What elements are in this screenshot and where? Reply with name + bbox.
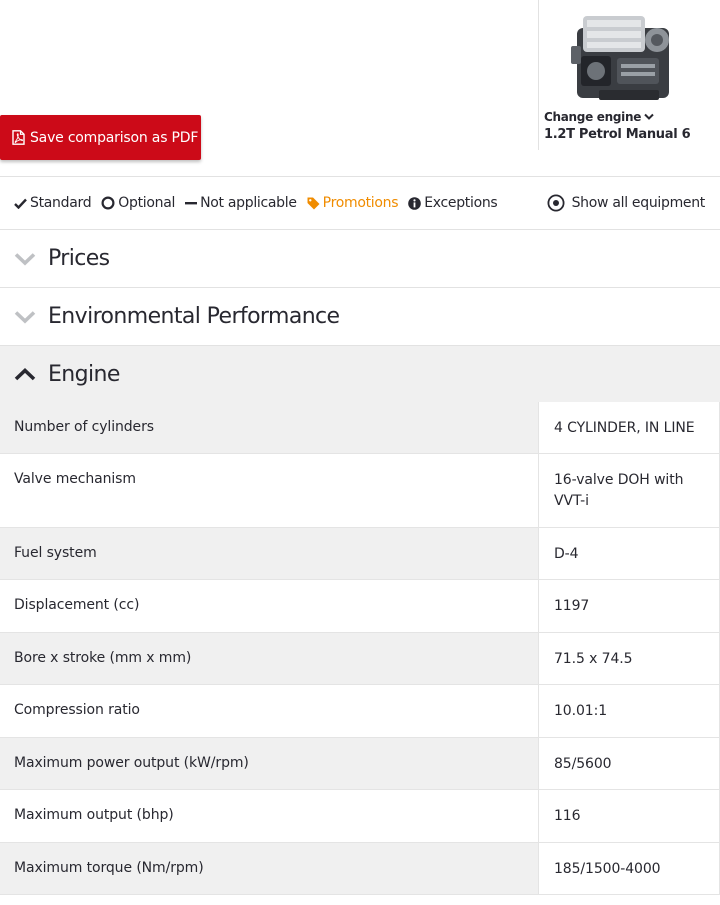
- section-engine-label: Engine: [48, 361, 120, 387]
- change-engine-link[interactable]: [544, 110, 654, 124]
- tag-icon: [307, 197, 320, 210]
- section-prices[interactable]: [0, 230, 720, 288]
- legend-standard: [14, 195, 91, 211]
- legend-exceptions-label: Exceptions: [424, 195, 498, 211]
- legend-optional: [101, 195, 175, 211]
- spec-value: 16-valve DOH with VVT-i: [538, 454, 720, 527]
- table-row: [0, 528, 720, 580]
- spec-label: Number of cylinders: [0, 402, 538, 453]
- spec-label: Bore x stroke (mm x mm): [0, 633, 538, 684]
- engine-image: [569, 6, 681, 106]
- table-row: [0, 580, 720, 633]
- comparison-header: [0, 0, 720, 176]
- spec-value: 85/5600: [538, 738, 720, 789]
- spec-label: Displacement (cc): [14, 597, 140, 613]
- save-pdf-button[interactable]: [0, 115, 201, 160]
- table-row: [0, 685, 720, 738]
- table-row: [0, 633, 720, 685]
- pdf-file-icon: [12, 130, 25, 145]
- spec-value: 185/1500-4000: [538, 843, 720, 894]
- legend-promotions-label: Promotions: [322, 195, 399, 211]
- table-row: [0, 454, 720, 528]
- spec-value: 1197: [538, 580, 720, 632]
- spec-value: 71.5 x 74.5: [538, 633, 720, 684]
- table-row: [0, 402, 720, 454]
- section-environmental-label: Environmental Performance: [48, 304, 340, 329]
- show-all-equipment-toggle[interactable]: [547, 177, 705, 229]
- change-engine-label: Change engine: [544, 110, 642, 124]
- engine-spec-table: [0, 402, 720, 895]
- spec-value: 10.01:1: [538, 685, 720, 737]
- spec-label: Valve mechanism: [14, 471, 136, 487]
- spec-label: Maximum power output (kW/rpm): [0, 738, 538, 789]
- engine-name: 1.2T Petrol Manual 6: [544, 127, 691, 142]
- spec-label: Maximum torque (Nm/rpm): [0, 843, 538, 894]
- save-pdf-label: Save comparison as PDF: [30, 129, 199, 146]
- table-row: [0, 738, 720, 790]
- legend-standard-label: Standard: [30, 195, 92, 211]
- info-icon: [408, 197, 421, 210]
- table-row: [0, 843, 720, 895]
- spec-label: Compression ratio: [14, 702, 140, 718]
- spec-value: D-4: [538, 528, 720, 579]
- chevron-up-icon: [14, 367, 36, 381]
- engine-card: [538, 0, 720, 150]
- legend-exceptions: [408, 195, 497, 211]
- legend-bar: [0, 176, 720, 230]
- show-all-label: Show all equipment: [571, 195, 705, 211]
- legend-not-applicable: [185, 195, 297, 211]
- circle-icon: [101, 196, 115, 210]
- legend-promotions: [307, 195, 399, 211]
- dash-icon: [185, 197, 197, 209]
- checkmark-icon: [14, 198, 27, 209]
- spec-value: 4 CYLINDER, IN LINE: [538, 402, 720, 453]
- chevron-down-icon: [14, 310, 36, 324]
- chevron-down-icon: [644, 113, 654, 121]
- section-environmental-performance[interactable]: [0, 288, 720, 346]
- section-prices-label: Prices: [48, 246, 110, 271]
- table-row: [0, 790, 720, 843]
- spec-label: Maximum output (bhp): [14, 807, 174, 823]
- legend-not-applicable-label: Not applicable: [200, 195, 297, 211]
- spec-label: Fuel system: [0, 528, 538, 579]
- spec-value: 116: [538, 790, 720, 842]
- legend-optional-label: Optional: [118, 195, 176, 211]
- chevron-down-icon: [14, 252, 36, 266]
- radio-icon: [547, 194, 565, 212]
- section-engine[interactable]: [0, 346, 720, 402]
